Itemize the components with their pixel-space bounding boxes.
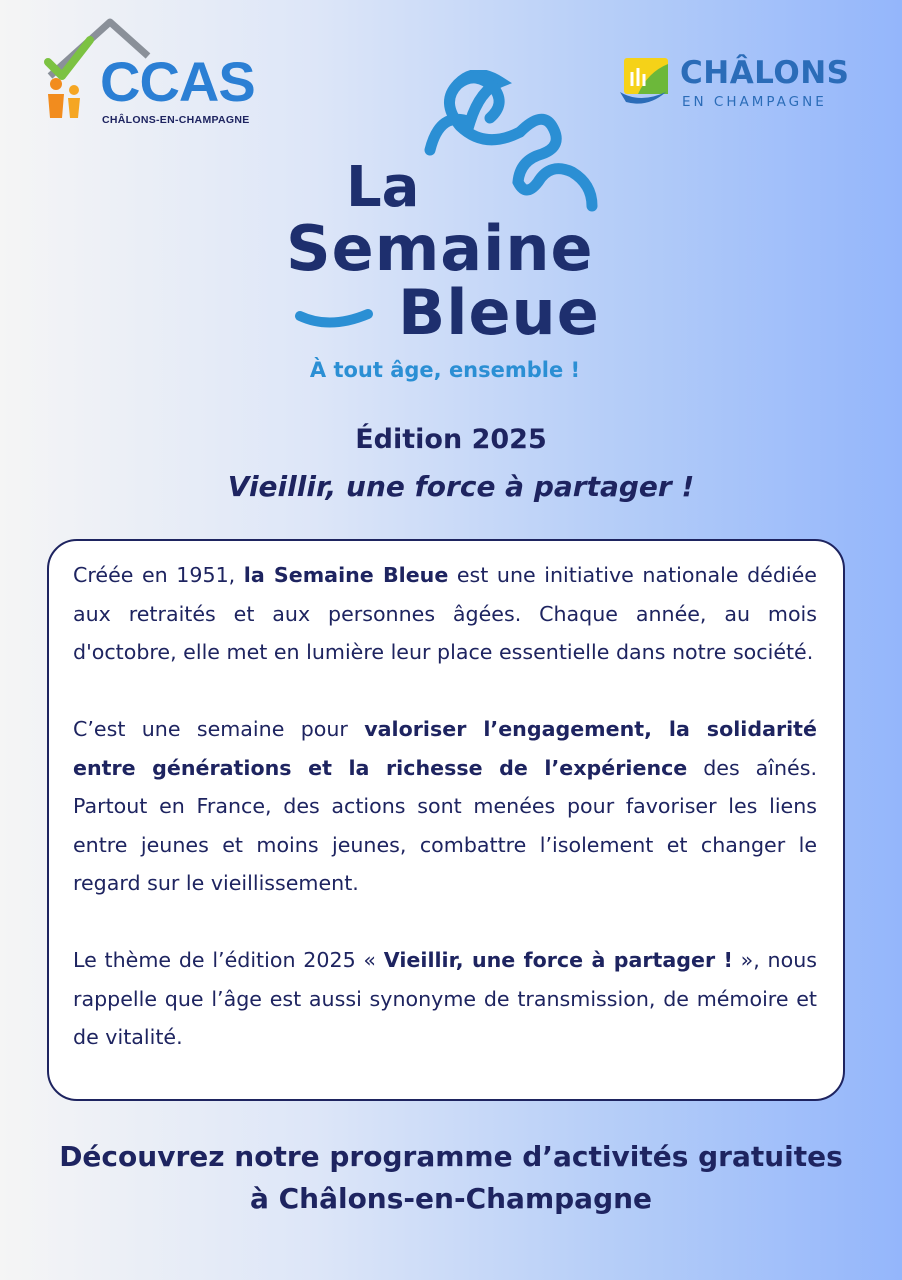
ccas-logo	[40, 18, 270, 133]
p3-suffix: », nous rappelle que l’âge est aussi synonyme de transmission, de mémoire et de vitalité.	[73, 948, 817, 1049]
edition-theme: Vieillir, une force à partager !	[227, 470, 695, 503]
program-call-to-action	[0, 1136, 902, 1220]
p2-prefix: C’est une semaine pour	[73, 717, 365, 741]
info-paragraph-3	[73, 941, 817, 1057]
cta-line-1: Découvrez notre programme d’activités gratuites	[59, 1140, 843, 1173]
p3-prefix: Le thème de l’édition 2025 «	[73, 948, 384, 972]
chalons-emblem-icon	[618, 52, 674, 112]
p2-suffix: des aînés. Partout en France, des actions sont menées pour favoriser les liens entre jeunes et moins jeunes, combattre l’isolement et changer le regard sur le vieillissement.	[73, 755, 817, 895]
chalons-subtitle: EN CHAMPAGNE	[682, 94, 827, 110]
logo-word-bleue: Bleue	[398, 276, 600, 349]
logo-tagline: À tout âge, ensemble !	[309, 358, 581, 382]
p1-suffix: est une initiative nationale dédiée aux retraités et aux personnes âgées. Chaque année, au mois d'octobre, elle met en lumière leur place essentielle dans notre société.	[73, 563, 817, 664]
info-paragraph-2	[73, 710, 817, 903]
p1-prefix: Créée en 1951,	[73, 563, 244, 587]
chalons-title: CHÂLONS	[680, 55, 850, 91]
logo-word-semaine: Semaine	[286, 212, 594, 285]
logo-word-la: La	[346, 155, 420, 220]
ccas-subtitle: CHÂLONS-EN-CHAMPAGNE	[102, 114, 250, 126]
chalons-logo	[618, 52, 868, 122]
p2-bold: valoriser l’engagement, la solidarité entre générations et la richesse de l’expérience	[73, 717, 817, 780]
p1-bold: la Semaine Bleue	[243, 563, 449, 587]
edition-label: Édition 2025	[355, 424, 547, 455]
ccas-title: CCAS	[100, 50, 255, 113]
p3-bold: Vieillir, une force à partager !	[383, 948, 733, 972]
info-box	[47, 539, 845, 1101]
semaine-bleue-logo	[280, 70, 620, 390]
info-paragraph-1	[73, 556, 817, 672]
cta-line-2: à Châlons-en-Champagne	[249, 1182, 653, 1215]
